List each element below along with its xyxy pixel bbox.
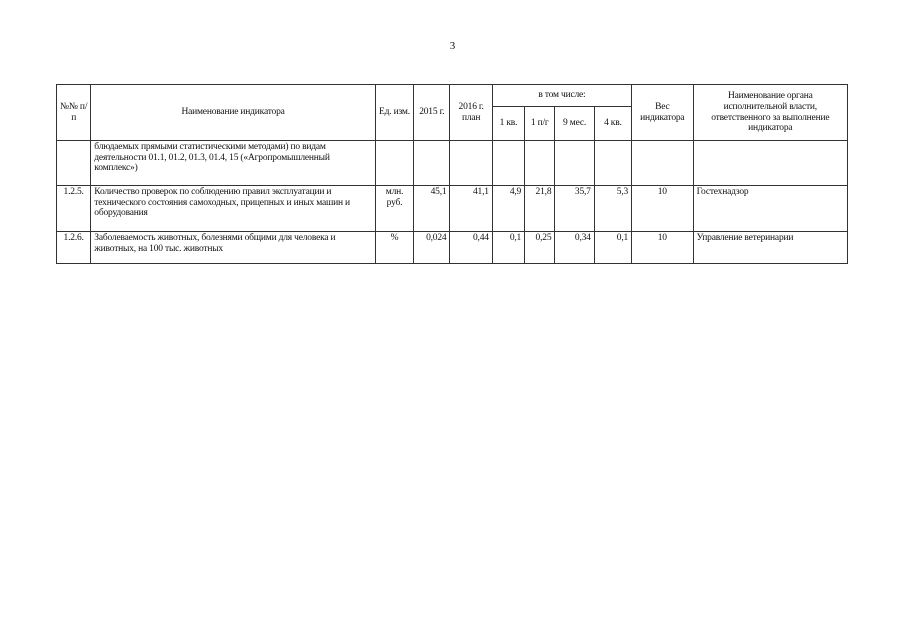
row-unit (375, 141, 413, 186)
row-num: 1.2.5. (57, 186, 91, 232)
header-weight: Вес индикатора (632, 85, 694, 141)
row-num: 1.2.6. (57, 232, 91, 264)
row-q4: 5,3 (594, 186, 631, 232)
row-9m: 0,34 (555, 232, 594, 264)
page-number: 3 (449, 40, 456, 52)
row-9m (555, 141, 594, 186)
row-h1: 21,8 (525, 186, 555, 232)
row-h1 (525, 141, 555, 186)
row-authority: Гостехнадзор (693, 186, 847, 232)
header-name: Наименование индикатора (91, 85, 376, 141)
table-row (57, 186, 848, 232)
row-authority (693, 141, 847, 186)
header-num: №№ п/п (57, 85, 91, 141)
row-q4: 0,1 (594, 232, 631, 264)
row-authority: Управление ветеринарии (693, 232, 847, 264)
header-including: в том числе: (492, 85, 631, 107)
row-2015: 45,1 (414, 186, 450, 232)
row-q1: 4,9 (492, 186, 524, 232)
table-row (57, 141, 848, 186)
header-2015: 2015 г. (414, 85, 450, 141)
row-name: Количество проверок по соблюдению правил эксплуатации и технического состояния самоходных, прицепных и иных машин и оборудования (91, 186, 376, 232)
header-q4: 4 кв. (594, 107, 631, 141)
row-unit: % (375, 232, 413, 264)
header-9m: 9 мес. (555, 107, 594, 141)
table-row (57, 232, 848, 264)
header-h1: 1 п/г (525, 107, 555, 141)
row-num (57, 141, 91, 186)
row-q1: 0,1 (492, 232, 524, 264)
header-authority: Наименование органа исполнительной власти, ответственного за выполнение индикатора (693, 85, 847, 141)
row-weight: 10 (632, 232, 694, 264)
row-weight (632, 141, 694, 186)
header-row-top (57, 85, 848, 107)
row-q4 (594, 141, 631, 186)
row-2016: 41,1 (450, 186, 492, 232)
header-unit: Ед. изм. (375, 85, 413, 141)
row-2015: 0,024 (414, 232, 450, 264)
row-2015 (414, 141, 450, 186)
row-9m: 35,7 (555, 186, 594, 232)
row-h1: 0,25 (525, 232, 555, 264)
row-unit: млн. руб. (375, 186, 413, 232)
row-q1 (492, 141, 524, 186)
header-q1: 1 кв. (492, 107, 524, 141)
row-2016 (450, 141, 492, 186)
header-2016-plan: 2016 г. план (450, 85, 492, 141)
row-2016: 0,44 (450, 232, 492, 264)
row-name: Заболеваемость животных, болезнями общими для человека и животных, на 100 тыс. животных (91, 232, 376, 264)
row-weight: 10 (632, 186, 694, 232)
indicators-table (56, 84, 848, 264)
row-name: блюдаемых прямыми статистическими методами) по видам деятельности 01.1, 01.2, 01.3, 01.4, 15 («Агропромышленный комплекс») (91, 141, 376, 186)
